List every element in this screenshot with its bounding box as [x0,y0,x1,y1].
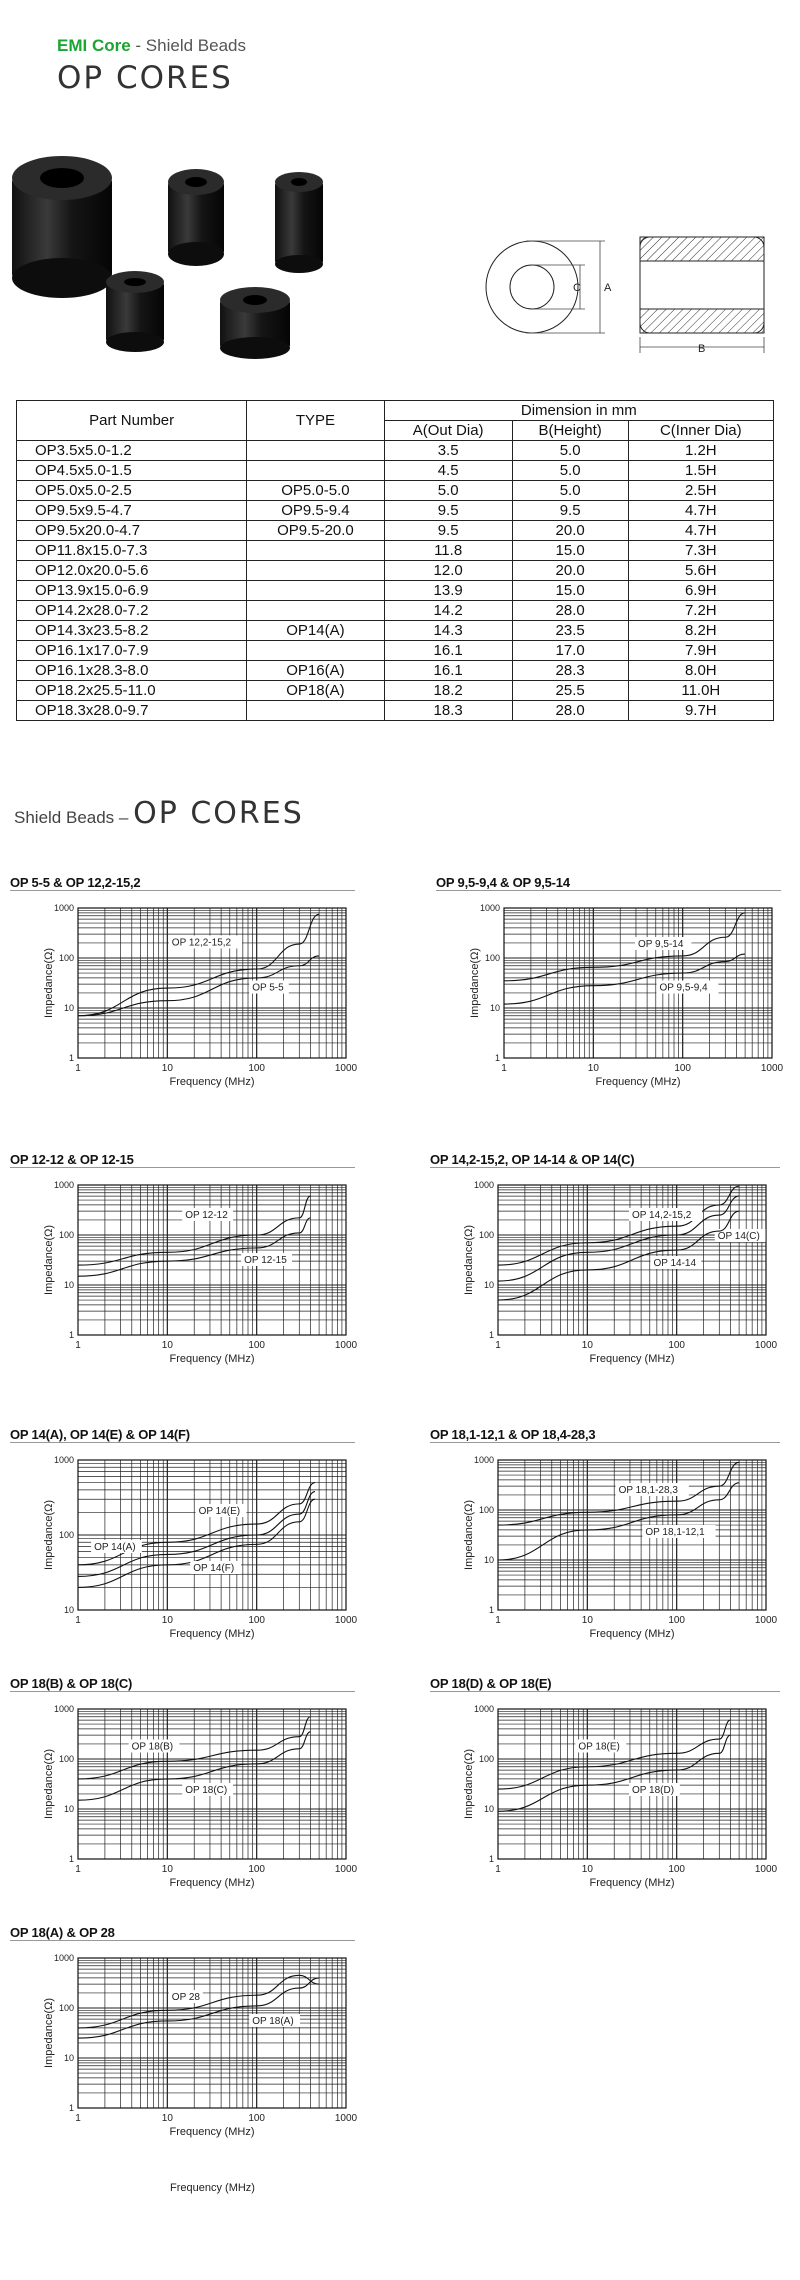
x-axis-label: Frequency (MHz) [589,1628,675,1640]
cell-b: 5.0 [512,461,628,481]
cell-part: OP12.0x20.0-5.6 [17,561,247,581]
page-title: OP CORES [57,60,233,96]
table-row [17,541,774,561]
cell-type: OP14(A) [247,621,384,641]
x-tick-label: 10 [581,1864,593,1875]
cell-a: 13.9 [384,581,512,601]
chart-title: OP 14,2-15,2, OP 14-14 & OP 14(C) [430,1152,635,1167]
x-axis-label: Frequency (MHz) [169,1353,255,1365]
x-tick-label: 100 [248,1615,266,1626]
chart-5 [10,1427,370,1645]
table-row [17,561,774,581]
y-axis-label: Impedance(Ω) [43,1225,55,1295]
cell-part: OP11.8x15.0-7.3 [17,541,247,561]
x-tick-label: 1 [75,1340,81,1351]
chart-4 [430,1152,790,1370]
x-tick-label: 10 [587,1063,599,1074]
cell-b: 20.0 [512,561,628,581]
x-tick-label: 1000 [334,1340,358,1351]
footer-xlabel: Frequency (MHz) [170,2182,255,2194]
cell-part: OP16.1x28.3-8.0 [17,661,247,681]
cell-c: 8.2H [628,621,773,641]
x-axis-label: Frequency (MHz) [169,1628,255,1640]
y-tick-label: 1 [68,1854,74,1864]
cell-type: OP16(A) [247,661,384,681]
chart-6 [430,1427,790,1645]
series-label: OP 14,2-15,2 [632,1210,692,1221]
x-tick-label: 1000 [754,1864,778,1875]
y-tick-label: 10 [489,1003,500,1013]
series-label: OP 18(B) [131,1741,174,1753]
x-axis-label: Frequency (MHz) [169,2126,255,2138]
series-line [498,1186,739,1265]
cell-part: OP5.0x5.0-2.5 [17,481,247,501]
series-label: OP 14(E) [198,1506,241,1517]
chart-title-rule [436,890,781,891]
subtitle-label: Shield Beads [145,36,246,55]
cell-c: 1.2H [628,441,773,461]
section-prefix: Shield Beads [14,808,115,827]
x-tick-label: 10 [161,2113,173,2124]
y-tick-label: 100 [478,1230,494,1240]
cell-a: 3.5 [384,441,512,461]
cell-c: 7.3H [628,541,773,561]
x-tick-label: 1 [75,1615,81,1626]
x-tick-label: 1000 [754,1615,778,1626]
cell-b: 28.0 [512,701,628,721]
y-tick-label: 1000 [53,903,74,913]
chart-title: OP 18(B) & OP 18(C) [10,1676,133,1691]
y-tick-label: 100 [58,2003,74,2013]
chart-grid [504,908,772,1058]
series-label: OP 18(E) [578,1741,620,1753]
y-tick-label: 10 [483,1555,494,1565]
cell-part: OP18.2x25.5-11.0 [17,681,247,701]
cell-a: 14.2 [384,601,512,621]
bead-small-right [220,287,290,359]
table-row [17,581,774,601]
bead-large [12,156,112,298]
bead-tall [275,172,323,273]
bead-medium [168,169,224,266]
chart-title: OP 12-12 & OP 12-15 [10,1152,134,1167]
chart-title: OP 18(D) & OP 18(E) [430,1676,552,1691]
cell-c: 2.5H [628,481,773,501]
cell-c: 9.7H [628,701,773,721]
chart-title-rule [10,1940,355,1941]
col-type: TYPE [247,401,384,441]
x-tick-label: 10 [161,1864,173,1875]
dimension-table [16,400,774,721]
cell-type [247,601,384,621]
chart-title-rule [430,1167,780,1168]
chart-svg [10,1445,370,1645]
cell-a: 5.0 [384,481,512,501]
cell-part: OP3.5x5.0-1.2 [17,441,247,461]
y-tick-label: 1000 [473,1180,494,1190]
cell-c: 4.7H [628,501,773,521]
y-tick-label: 100 [478,1505,494,1515]
series-label: OP 18(C) [185,1785,228,1796]
y-tick-label: 1 [68,2103,74,2113]
cell-a: 4.5 [384,461,512,481]
chart-grid [78,1958,346,2108]
y-tick-label: 1000 [479,903,500,913]
x-tick-label: 1000 [334,1063,358,1074]
cell-a: 16.1 [384,661,512,681]
chart-title-rule [10,1167,355,1168]
series-label: OP 18(A) [252,2016,294,2027]
x-tick-label: 1000 [334,1864,358,1875]
cell-type [247,461,384,481]
y-tick-label: 100 [58,1230,74,1240]
chart-grid [498,1460,766,1610]
x-tick-label: 1 [495,1864,501,1875]
cell-a: 18.2 [384,681,512,701]
cell-type [247,441,384,461]
section-dash: – [114,808,134,827]
cell-a: 18.3 [384,701,512,721]
series-line [498,1211,739,1300]
cell-c: 7.9H [628,641,773,661]
cell-a: 14.3 [384,621,512,641]
col-part-number: Part Number [17,401,247,441]
series-label: OP 28 [171,1992,200,2003]
cell-b: 25.5 [512,681,628,701]
y-axis-label: Impedance(Ω) [463,1749,475,1819]
series-line [504,954,745,1004]
x-tick-label: 1 [75,2113,81,2124]
y-tick-label: 1 [68,1330,74,1340]
cell-c: 4.7H [628,521,773,541]
chart-svg [10,1943,370,2143]
series-label: OP 12-15 [244,1255,287,1266]
x-tick-label: 10 [581,1615,593,1626]
series-label: OP 14(A) [94,1542,136,1553]
chart-title: OP 9,5-9,4 & OP 9,5-14 [436,875,570,890]
cell-part: OP13.9x15.0-6.9 [17,581,247,601]
cell-part: OP9.5x20.0-4.7 [17,521,247,541]
y-tick-label: 1 [488,1854,494,1864]
y-tick-label: 1000 [53,1953,74,1963]
series-label: OP 18(D) [632,1785,675,1796]
chart-8 [430,1676,790,1894]
series-label: OP 9,5-14 [638,939,684,950]
series-label: OP 18,1-28,3 [618,1485,678,1496]
cell-part: OP18.3x28.0-9.7 [17,701,247,721]
x-tick-label: 1 [495,1340,501,1351]
series-label: OP 5-5 [252,982,284,994]
y-axis-label: Impedance(Ω) [469,948,481,1018]
x-tick-label: 10 [161,1615,173,1626]
cell-type: OP5.0-5.0 [247,481,384,501]
table-row [17,501,774,521]
cell-part: OP16.1x17.0-7.9 [17,641,247,661]
series-line [78,914,319,1015]
cell-a: 9.5 [384,501,512,521]
y-tick-label: 10 [63,1605,74,1615]
chart-svg [430,1170,790,1370]
chart-title-rule [430,1442,780,1443]
col-c: C(Inner Dia) [628,421,773,441]
chart-title-rule [10,1691,355,1692]
table-row [17,461,774,481]
x-tick-label: 100 [248,2113,266,2124]
y-tick-label: 10 [483,1804,494,1814]
y-tick-label: 10 [63,1804,74,1814]
cell-a: 9.5 [384,521,512,541]
cell-part: OP9.5x9.5-4.7 [17,501,247,521]
series-label: OP 18,1-12,1 [645,1527,705,1538]
cell-type: OP9.5-9.4 [247,501,384,521]
chart-svg [436,893,796,1093]
y-tick-label: 100 [478,1754,494,1764]
chart-title-rule [430,1691,780,1692]
y-tick-label: 1 [68,1053,74,1063]
y-tick-label: 100 [58,953,74,963]
cell-type [247,701,384,721]
cell-b: 23.5 [512,621,628,641]
cell-type [247,541,384,561]
y-tick-label: 10 [483,1280,494,1290]
cell-type [247,581,384,601]
chart-grid [78,1460,346,1610]
y-tick-label: 1 [488,1330,494,1340]
y-tick-label: 1000 [53,1180,74,1190]
y-tick-label: 1000 [473,1455,494,1465]
chart-title: OP 18,1-12,1 & OP 18,4-28,3 [430,1427,596,1442]
chart-title: OP 14(A), OP 14(E) & OP 14(F) [10,1427,190,1442]
cell-c: 1.5H [628,461,773,481]
cell-a: 11.8 [384,541,512,561]
x-tick-label: 10 [161,1063,173,1074]
x-tick-label: 10 [161,1340,173,1351]
cell-type: OP18(A) [247,681,384,701]
y-axis-label: Impedance(Ω) [463,1500,475,1570]
chart-svg [10,1170,370,1370]
y-tick-label: 10 [63,1280,74,1290]
cell-type [247,561,384,581]
chart-grid [78,908,346,1058]
x-tick-label: 1000 [760,1063,784,1074]
cell-type: OP9.5-20.0 [247,521,384,541]
label-a: A [604,282,612,294]
cell-b: 5.0 [512,481,628,501]
cell-b: 9.5 [512,501,628,521]
bead-small-left [106,271,164,352]
x-axis-label: Frequency (MHz) [589,1877,675,1889]
cell-part: OP4.5x5.0-1.5 [17,461,247,481]
x-tick-label: 100 [248,1864,266,1875]
x-tick-label: 100 [248,1340,266,1351]
chart-svg [10,1694,370,1894]
brand-label: EMI Core [57,36,131,55]
table-row [17,481,774,501]
x-axis-label: Frequency (MHz) [169,1076,255,1088]
header-dash: - [130,36,146,55]
section-title [14,796,304,831]
y-tick-label: 1000 [53,1704,74,1714]
table-row [17,661,774,681]
table-row [17,681,774,701]
y-tick-label: 10 [63,1003,74,1013]
table-row [17,601,774,621]
cell-b: 28.0 [512,601,628,621]
y-axis-label: Impedance(Ω) [43,1500,55,1570]
x-tick-label: 100 [668,1340,686,1351]
x-tick-label: 100 [668,1864,686,1875]
cell-a: 16.1 [384,641,512,661]
x-axis-label: Frequency (MHz) [589,1353,675,1365]
y-tick-label: 1 [488,1605,494,1615]
dimension-diagram [470,225,780,365]
cell-c: 11.0H [628,681,773,701]
chart-title-rule [10,890,355,891]
cell-b: 20.0 [512,521,628,541]
x-tick-label: 100 [248,1063,266,1074]
y-axis-label: Impedance(Ω) [43,1998,55,2068]
chart-title-rule [10,1442,355,1443]
chart-svg [430,1445,790,1645]
table-row [17,521,774,541]
series-label: OP 9,5-9,4 [659,982,708,994]
series-label: OP 12-12 [185,1210,228,1221]
table-row [17,641,774,661]
section-heading: OP CORES [133,796,304,831]
x-tick-label: 100 [674,1063,692,1074]
x-tick-label: 1 [75,1864,81,1875]
chart-9 [10,1925,370,2143]
y-tick-label: 100 [484,953,500,963]
series-label: OP 12,2-15,2 [171,937,232,949]
cell-part: OP14.2x28.0-7.2 [17,601,247,621]
cell-c: 7.2H [628,601,773,621]
y-tick-label: 100 [58,1530,74,1540]
cell-c: 8.0H [628,661,773,681]
x-axis-label: Frequency (MHz) [169,1877,255,1889]
chart-svg [430,1694,790,1894]
cell-type [247,641,384,661]
y-tick-label: 100 [58,1754,74,1764]
y-axis-label: Impedance(Ω) [43,948,55,1018]
cell-b: 17.0 [512,641,628,661]
x-tick-label: 100 [668,1615,686,1626]
x-tick-label: 1000 [334,2113,358,2124]
table-row [17,701,774,721]
series-label: OP 14(F) [193,1563,235,1574]
cell-b: 15.0 [512,581,628,601]
table-row [17,441,774,461]
cell-a: 12.0 [384,561,512,581]
header-subtitle [57,36,246,56]
y-tick-label: 1 [494,1053,500,1063]
x-tick-label: 1 [75,1063,81,1074]
series-label: OP 14(C) [717,1231,760,1242]
y-tick-label: 10 [63,2053,74,2063]
cell-b: 15.0 [512,541,628,561]
chart-title: OP 5-5 & OP 12,2-15,2 [10,875,141,890]
series-label: OP 14-14 [653,1258,697,1269]
cell-part: OP14.3x23.5-8.2 [17,621,247,641]
label-b: B [698,343,706,355]
label-c: C [573,282,581,294]
cell-b: 5.0 [512,441,628,461]
cell-c: 6.9H [628,581,773,601]
product-photo [0,150,340,370]
cell-c: 5.6H [628,561,773,581]
x-tick-label: 10 [581,1340,593,1351]
y-axis-label: Impedance(Ω) [463,1225,475,1295]
y-tick-label: 1000 [473,1704,494,1714]
chart-1 [10,875,370,1093]
col-dimension: Dimension in mm [384,401,773,421]
chart-7 [10,1676,370,1894]
x-tick-label: 1 [501,1063,507,1074]
col-b: B(Height) [512,421,628,441]
y-tick-label: 1000 [53,1455,74,1465]
col-a: A(Out Dia) [384,421,512,441]
chart-title: OP 18(A) & OP 28 [10,1925,115,1940]
y-axis-label: Impedance(Ω) [43,1749,55,1819]
cell-b: 28.3 [512,661,628,681]
x-tick-label: 1000 [754,1340,778,1351]
table-row [17,621,774,641]
chart-3 [10,1152,370,1370]
x-axis-label: Frequency (MHz) [595,1076,681,1088]
x-tick-label: 1000 [334,1615,358,1626]
chart-2 [436,875,796,1093]
chart-svg [10,893,370,1093]
x-tick-label: 1 [495,1615,501,1626]
